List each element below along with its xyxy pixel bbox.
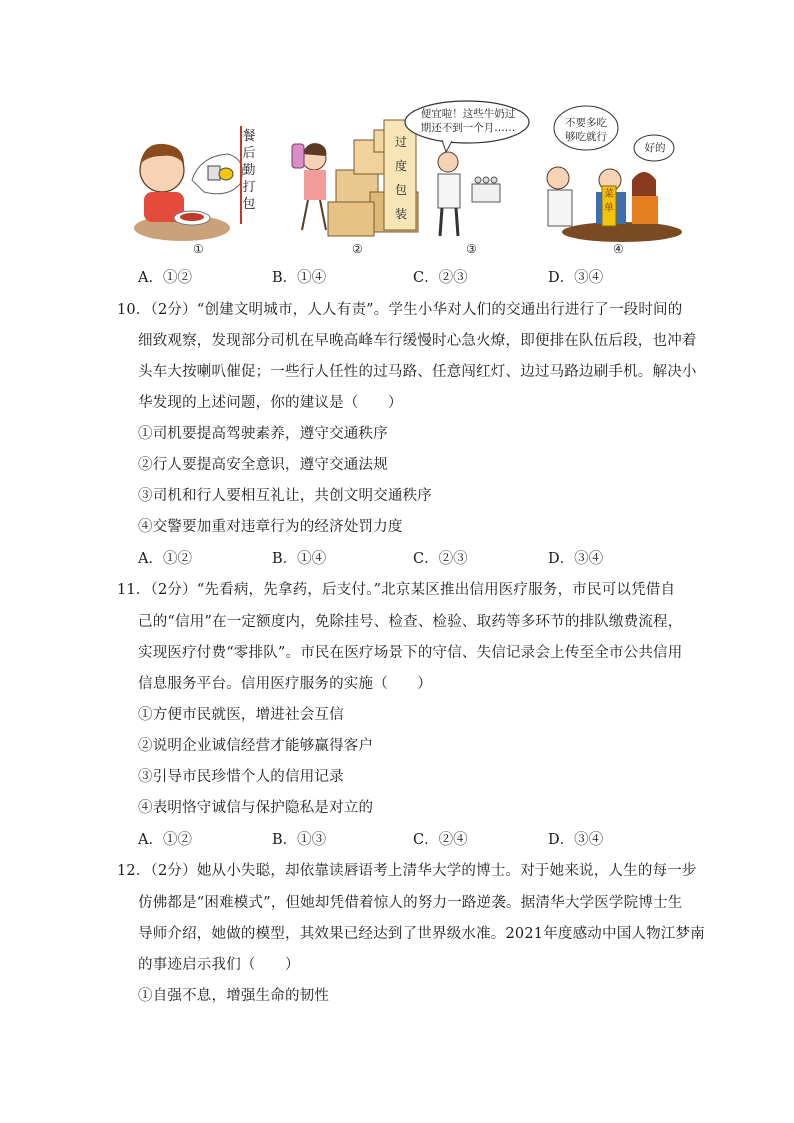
q10-option-c[interactable]: C．②③ bbox=[413, 551, 468, 567]
q9-option-b[interactable]: B．①④ bbox=[272, 270, 327, 286]
illustration-strip bbox=[130, 100, 690, 260]
q11-option-a[interactable]: A．①② bbox=[138, 832, 192, 848]
speech-bubble-ok bbox=[638, 141, 672, 155]
q11-option-b[interactable]: B．①③ bbox=[272, 832, 327, 848]
q9-option-c[interactable]: C．②③ bbox=[413, 270, 468, 286]
q10-option-b[interactable]: B．①④ bbox=[272, 551, 327, 567]
q10-stem-line-4: 华发现的上述问题，你的建议是（ ） bbox=[138, 395, 403, 411]
q12-stem-line-1: 12．（2分）她从小失聪，却依靠读唇语考上清华大学的博士。对于她来说，人生的每一步 bbox=[117, 863, 697, 879]
q9-option-a[interactable]: A．①② bbox=[138, 270, 192, 286]
q10-statement-3: ③司机和行人要相互礼让，共创文明交通秩序 bbox=[138, 488, 432, 504]
q10-statement-4: ④交警要加重对违章行为的经济处罚力度 bbox=[138, 519, 403, 535]
q11-statement-2: ②说明企业诚信经营才能够赢得客户 bbox=[138, 738, 374, 754]
bubble-advice-line-2: 够吃就行 bbox=[565, 131, 607, 143]
speech-bubble-advice bbox=[554, 116, 618, 144]
q11-option-d[interactable]: D．③④ bbox=[548, 832, 604, 848]
panel-label-1: ① bbox=[193, 242, 204, 256]
menu-label: 菜单 bbox=[604, 189, 614, 214]
vertical-caption-panel-2: 过度包装 bbox=[394, 135, 407, 221]
bubble-advice-line-1: 不要多吃 bbox=[565, 117, 607, 129]
panel-label-4: ④ bbox=[613, 242, 624, 256]
q11-statement-3: ③引导市民珍惜个人的信用记录 bbox=[138, 769, 344, 785]
caption-divider bbox=[240, 126, 242, 224]
q12-stem-line-3: 导师介绍，她做的模型，其效果已经达到了世界级水准。2021年度感动中国人物江梦南 bbox=[138, 926, 705, 942]
illustration-panel-4 bbox=[544, 100, 684, 245]
q10-stem-line-2: 细致观察，发现部分司机在早晚高峰车行缓慢时心急火燎，即便排在队伍后段，也冲着 bbox=[138, 333, 697, 349]
q11-option-c[interactable]: C．②④ bbox=[413, 832, 468, 848]
q11-stem-line-4: 信息服务平台。信用医疗服务的实施（ ） bbox=[138, 676, 432, 692]
q11-statement-1: ①方便市民就医，增进社会互信 bbox=[138, 707, 344, 723]
bubble-text-line-2: 期还不到一个月…… bbox=[420, 122, 516, 134]
q10-statement-1: ①司机要提高驾驶素养，遵守交通秩序 bbox=[138, 426, 388, 442]
q12-statement-1: ①自强不息，增强生命的韧性 bbox=[138, 988, 330, 1004]
bubble-ok-text: 好的 bbox=[644, 142, 666, 154]
q11-stem-line-3: 实现医疗付费“零排队”。市民在医疗场景下的守信、失信记录会上传至全市公共信用 bbox=[138, 645, 683, 661]
panel-label-3: ③ bbox=[466, 242, 477, 256]
bubble-text-line-1: 便宜啦！这些牛奶过 bbox=[420, 108, 516, 120]
vertical-caption-panel-1: 餐后勤打包 bbox=[242, 129, 256, 212]
speech-bubble-milk bbox=[410, 107, 526, 135]
q10-statement-2: ②行人要提高安全意识，遵守交通法规 bbox=[138, 457, 388, 473]
q11-statement-4: ④表明恪守诚信与保护隐私是对立的 bbox=[138, 800, 374, 816]
illustration-panel-1 bbox=[130, 100, 270, 245]
q11-stem-line-1: 11．（2分）“先看病，先拿药，后支付。”北京某区推出信用医疗服务，市民可以凭借自 bbox=[117, 582, 676, 598]
q12-stem-line-2: 仿佛都是“困难模式”，但她却凭借着惊人的努力一路逆袭。据清华大学医学院博士生 bbox=[138, 895, 683, 911]
q10-stem-line-1: 10．（2分）“创建文明城市，人人有责”。学生小华对人们的交通出行进行了一段时间的 bbox=[117, 302, 683, 318]
q12-stem-line-4: 的事迹启示我们（ ） bbox=[138, 957, 300, 973]
q10-option-d[interactable]: D．③④ bbox=[548, 551, 604, 567]
illustration-panel-3 bbox=[400, 100, 530, 245]
q10-option-a[interactable]: A．①② bbox=[138, 551, 192, 567]
q10-stem-line-3: 头车大按喇叭催促；一些行人任性的过马路、任意闯红灯、边过马路边刷手机。解决小 bbox=[138, 364, 697, 380]
panel-label-2: ② bbox=[352, 242, 363, 256]
q9-option-d[interactable]: D．③④ bbox=[548, 270, 604, 286]
q11-stem-line-2: 己的“信用”在一定额度内，免除挂号、检查、检验、取药等多环节的排队缴费流程， bbox=[138, 614, 683, 630]
